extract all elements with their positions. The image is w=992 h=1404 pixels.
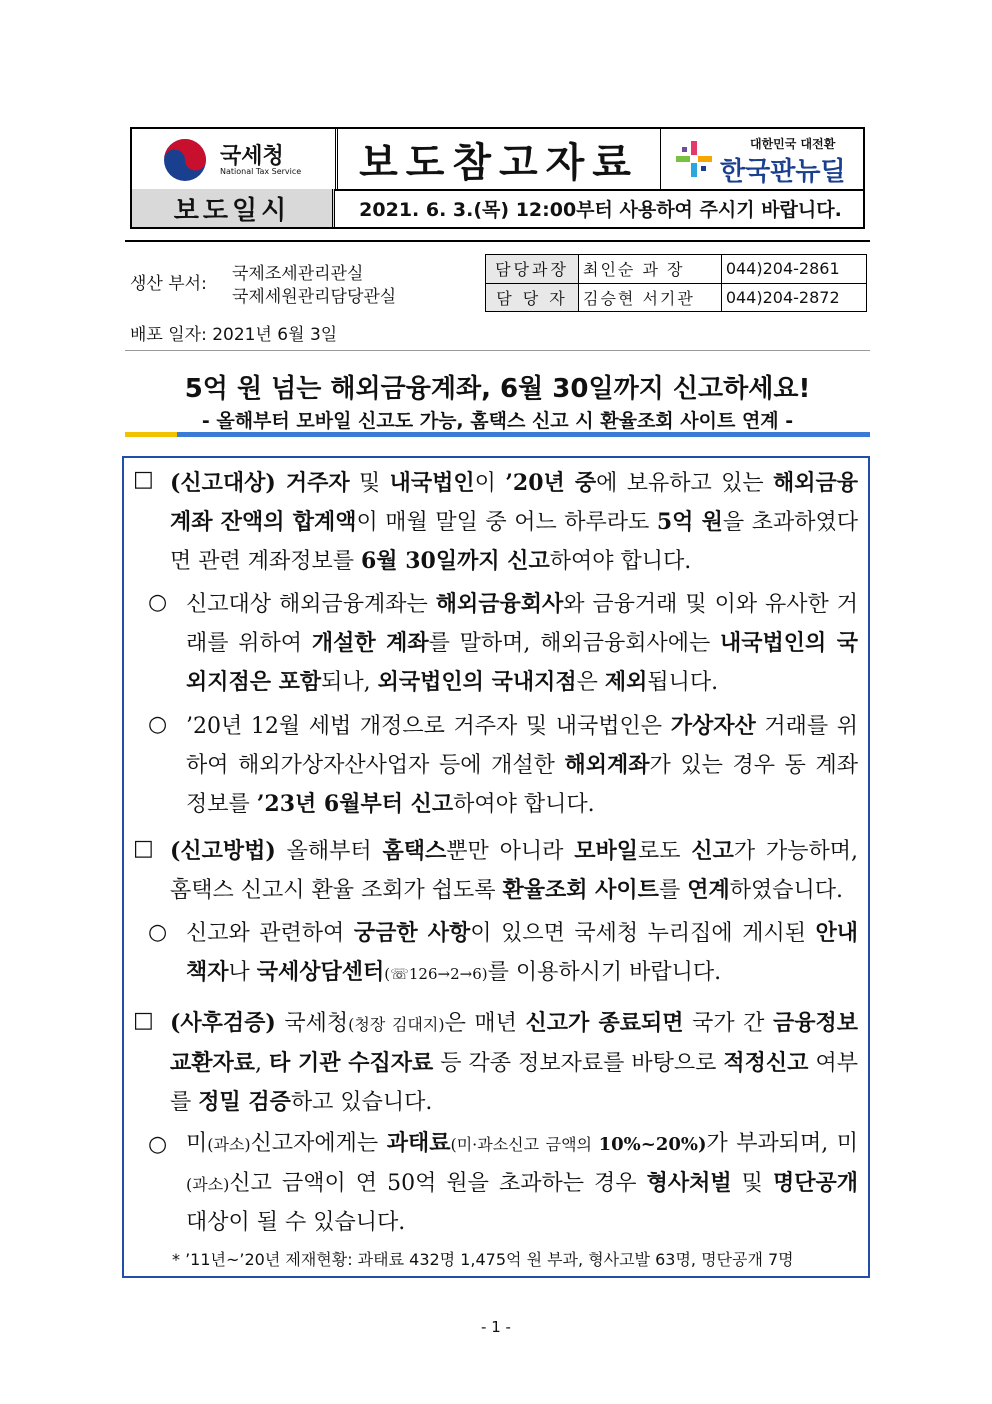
- text: 하여야 합니다.: [549, 549, 692, 574]
- text: 은: [576, 670, 605, 695]
- contact-name: 최인순 과 장: [579, 255, 722, 284]
- nts-logo: [132, 129, 336, 189]
- header-box: [130, 127, 865, 229]
- table-row: [486, 255, 867, 284]
- text: 국가 간: [683, 1011, 773, 1036]
- text: 대상이 될 수 있습니다.: [186, 1210, 406, 1235]
- text-bold: 타 기관 수집자료: [269, 1050, 434, 1076]
- text-bold: 신고가 종료되면: [525, 1010, 684, 1036]
- text-small: (청장 김대지): [348, 1015, 445, 1034]
- text-bold: 해외금융계좌 잔액의 합계액: [170, 470, 858, 535]
- text-bold: 해외계좌: [564, 752, 650, 778]
- contact-name: 김승현 서기관: [579, 283, 722, 312]
- text-bold: 국세상담센터: [256, 959, 385, 985]
- text-bold: ’23년 6월부터 신고: [256, 791, 454, 817]
- text: 이: [474, 471, 506, 496]
- footnote: * ’11년~’20년 제재현황: 과태료 432명 1,475억 원 부과, 형사고발 63명, 명단공개 7명: [172, 1250, 794, 1269]
- phone-route: (☏126→2→6): [384, 965, 488, 983]
- text-bold: 명단공개: [772, 1170, 858, 1196]
- text: 를: [658, 878, 688, 903]
- text-bold: 해외금융회사: [435, 591, 564, 617]
- contact-role: 담 당 자: [486, 283, 579, 312]
- text: 와 금융거래 및 이와 유사한 거래를 위하여: [186, 592, 858, 656]
- section-target-detail: [186, 585, 858, 702]
- text-bold: 내국법인: [389, 470, 475, 496]
- text-bold: 내국법인의 국외지점은 포함: [186, 630, 859, 695]
- text: 됩니다.: [647, 670, 719, 695]
- text-bold: 모바일: [574, 838, 639, 864]
- accent-line-yellow: [125, 432, 177, 437]
- newdeal-brand-text: 한국판뉴딜: [720, 157, 846, 187]
- text: 신고 금액이 연 50억 원을 초과하는 경우: [229, 1171, 647, 1196]
- text: 올해부터: [275, 839, 383, 864]
- producer-label: 생산 부서:: [130, 274, 207, 294]
- text: 을 초과하였다면 관련 계좌정보를: [170, 510, 858, 574]
- text-bold: 금융정보 교환자료: [170, 1010, 858, 1076]
- producer-dept-1: 국제조세관리관실: [232, 264, 364, 284]
- text: 신고와 관련하여: [186, 921, 354, 946]
- subheadline: - 올해부터 모바일 신고도 가능, 홈택스 신고 시 환율조회 사이트 연계 -: [201, 410, 794, 432]
- section-penalty: [186, 1124, 858, 1242]
- text: 되나,: [321, 670, 378, 695]
- text-bold: 정밀 검증: [198, 1089, 291, 1115]
- text: 를 말하며, 해외금융회사에는: [428, 631, 721, 656]
- text-bold: 궁금한 사항: [353, 920, 471, 946]
- contact-role: 담당과장: [486, 255, 579, 284]
- distribution-date: 배포 일자: 2021년 6월 3일: [130, 325, 338, 345]
- section-virtual-asset: [186, 707, 858, 824]
- text: 가 가능하며, 홈택스 신고시 환율 조회가 쉽도록: [170, 839, 859, 903]
- text-bold: ’20년 중: [505, 470, 597, 496]
- text: 나: [228, 960, 257, 985]
- section-bullet: □: [133, 467, 154, 492]
- section-tag: (신고방법): [170, 838, 276, 864]
- text-small: (과소): [186, 1175, 230, 1194]
- divider: [125, 240, 870, 242]
- section-tag: (신고대상): [170, 470, 276, 496]
- text: 하고 있습니다.: [290, 1090, 433, 1115]
- text-bold: 제외: [604, 669, 648, 695]
- contact-phone: 044)204-2861: [721, 255, 866, 284]
- text: 등 각종 정보자료를 바탕으로: [433, 1051, 724, 1076]
- text: 및: [349, 471, 390, 496]
- text: 하여야 합니다.: [453, 792, 595, 817]
- sub-bullet: ○: [148, 920, 168, 945]
- text-small: (과소): [207, 1135, 251, 1154]
- text: 뿐만 아니라: [446, 839, 575, 864]
- table-row: [486, 283, 867, 312]
- page-number: - 1 -: [481, 1318, 511, 1336]
- text-bold: 신고: [691, 838, 734, 864]
- text: 신고자에게는: [250, 1131, 387, 1156]
- release-text: 2021. 6. 3.(목) 12:00부터 사용하여 주시기 바랍니다.: [359, 198, 842, 221]
- agency-name-en: National Tax Service: [220, 167, 302, 176]
- text-bold: 개설한 계좌: [311, 630, 429, 656]
- text-bold: 거주자: [275, 470, 350, 496]
- contact-phone: 044)204-2872: [721, 283, 866, 312]
- sub-bullet: ○: [148, 712, 168, 737]
- section-method: [170, 832, 858, 910]
- text-bold: 적정신고: [723, 1050, 809, 1076]
- section-tag: (사후검증): [170, 1010, 276, 1036]
- text: 가 있는 경우 동 계좌정보를: [186, 753, 858, 817]
- text: ,: [255, 1051, 270, 1076]
- taeguk-icon: [162, 137, 208, 183]
- text: 거래를 위하여 해외가상자산사업자 등에 개설한: [186, 714, 858, 778]
- text-bold: 외국법인의 국내지점: [377, 669, 577, 695]
- text: 국세청: [275, 1011, 349, 1036]
- section-inquiry: [186, 914, 858, 993]
- text: 및: [731, 1171, 773, 1196]
- text: 이 매월 말일 중 어느 하루라도: [356, 510, 657, 535]
- doc-type-title: 보도참고자료: [335, 129, 661, 189]
- text: 이 있으면 국세청 누리집에 게시된: [470, 921, 816, 946]
- section-target: [170, 464, 858, 581]
- text-bold: 연계: [687, 877, 730, 903]
- text-bold: 10%~20%): [598, 1134, 707, 1155]
- sub-bullet: ○: [148, 1132, 168, 1157]
- text: ’20년 12월 세법 개정으로 거주자 및 내국법인은: [186, 714, 671, 739]
- text: 로도: [638, 839, 692, 864]
- headline: 5억 원 넘는 해외금융계좌, 6월 30일까지 신고하세요!: [184, 374, 811, 404]
- producer-dept-2: 국제세원관리담당관실: [232, 287, 397, 307]
- text: 여부를: [170, 1051, 858, 1115]
- text-bold: 안내책자: [186, 920, 858, 985]
- newdeal-logo: [660, 129, 863, 189]
- section-bullet: □: [133, 1008, 154, 1033]
- text: 미: [186, 1131, 208, 1156]
- text: 에 보유하고 있는: [596, 471, 773, 496]
- agency-name: 국세청: [220, 144, 284, 169]
- accent-line-blue: [125, 432, 870, 437]
- text-bold: 과태료: [386, 1130, 451, 1156]
- release-label: 보도일시: [132, 189, 335, 227]
- text-bold: 가상자산: [670, 713, 756, 739]
- text-bold: 환율조회 사이트: [502, 877, 659, 903]
- text-bold: 홈택스: [382, 838, 447, 864]
- text: 가 부과되며, 미: [706, 1131, 859, 1156]
- text: 신고대상 해외금융계좌는: [186, 592, 436, 617]
- text-small: (미·과소신고 금액의: [450, 1135, 599, 1154]
- section-bullet: □: [133, 836, 154, 861]
- sub-bullet: ○: [148, 590, 168, 615]
- text: 은 매년: [444, 1011, 526, 1036]
- newdeal-top-text: 대한민국 대전환: [750, 137, 836, 151]
- newdeal-star-icon: [674, 139, 714, 179]
- text: 하였습니다.: [729, 878, 843, 903]
- text: 를 이용하시기 바랍니다.: [487, 960, 722, 985]
- text-bold: 6월 30일까지 신고: [361, 548, 550, 574]
- text-bold: 5억 원: [656, 509, 723, 535]
- section-verification: [170, 1004, 858, 1122]
- contact-table: [485, 254, 867, 312]
- divider: [125, 350, 870, 351]
- text-bold: 형사처벌: [646, 1170, 732, 1196]
